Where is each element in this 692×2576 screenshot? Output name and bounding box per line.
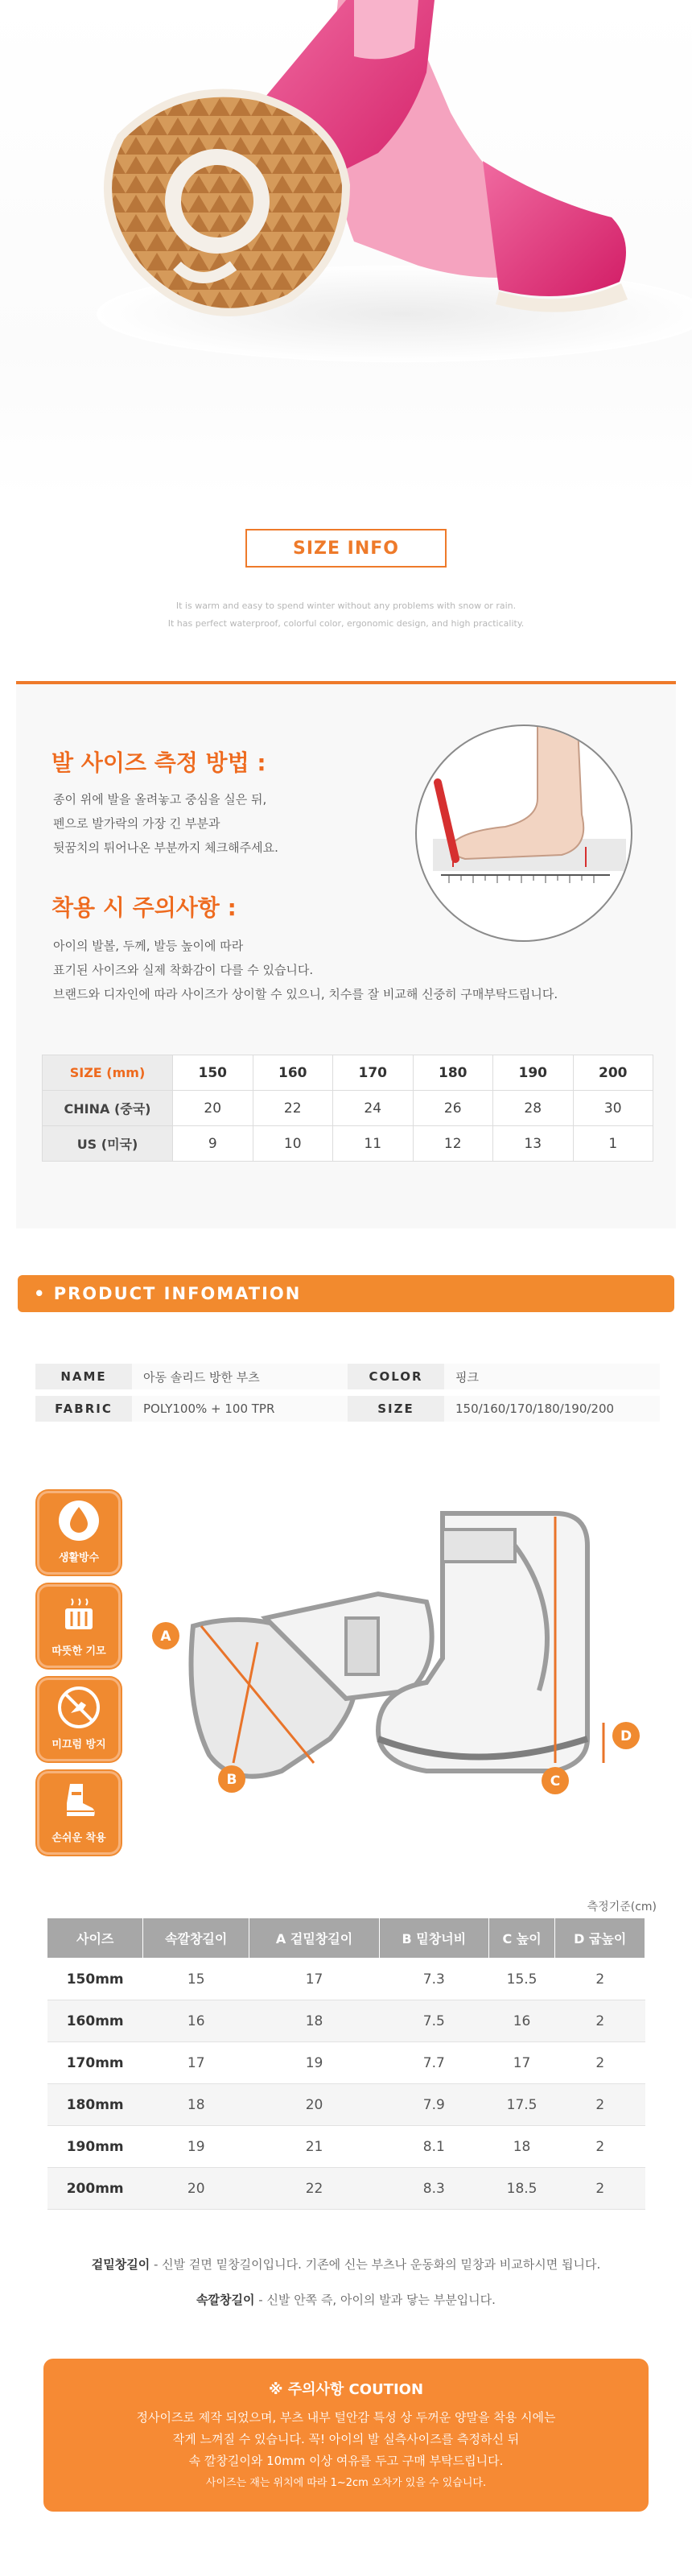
table-row xyxy=(47,2168,645,2210)
column-header: A 겉밑창길이 xyxy=(249,1918,380,1959)
size-conversion-table xyxy=(42,1055,653,1162)
table-cell: 16 xyxy=(488,2000,555,2042)
table-cell: 18 xyxy=(249,2000,380,2042)
table-cell: 2 xyxy=(555,2000,645,2042)
table-row xyxy=(47,2126,645,2168)
table-cell: 190 xyxy=(493,1055,574,1091)
table-cell: 17.5 xyxy=(488,2084,555,2126)
table-row xyxy=(47,2084,645,2126)
table-cell: 190mm xyxy=(47,2126,143,2168)
caution-box-line: 작게 느껴질 수 있습니다. 꼭! 아이의 발 실측사이즈를 측정하신 뒤 xyxy=(172,2432,520,2446)
label-b: B xyxy=(226,1772,237,1788)
caution-box-line: 속 깔창길이와 10mm 이상 여유를 두고 구매 부탁드립니다. xyxy=(188,2454,504,2468)
table-cell: 13 xyxy=(493,1126,574,1162)
table-cell: 2 xyxy=(555,2042,645,2084)
feature-label: 생활방수 xyxy=(58,1552,100,1564)
label-a: A xyxy=(160,1629,171,1645)
table-cell: 21 xyxy=(249,2126,380,2168)
table-cell: 160 xyxy=(253,1055,333,1091)
table-cell: 200mm xyxy=(47,2168,143,2210)
table-row xyxy=(47,2042,645,2084)
table-cell: 170 xyxy=(333,1055,414,1091)
column-header: D 굽높이 xyxy=(555,1918,645,1959)
feature-anti-slip xyxy=(37,1678,121,1761)
row-label: US (미국) xyxy=(43,1126,173,1162)
table-cell: 2 xyxy=(555,1959,645,2000)
table-cell: 15 xyxy=(143,1959,249,2000)
table-cell: 30 xyxy=(573,1091,653,1126)
table-header-row xyxy=(47,1918,645,1959)
table-cell: 150 xyxy=(173,1055,253,1091)
boot-photo-illustration xyxy=(0,0,692,499)
hero-product-photo xyxy=(0,0,692,499)
table-cell: 19 xyxy=(143,2126,249,2168)
table-cell: 20 xyxy=(143,2168,249,2210)
product-info-row xyxy=(35,1364,660,1389)
feature-easy-wear xyxy=(37,1771,121,1855)
measure-standard: 측정기준(cm) xyxy=(587,1901,657,1913)
table-cell: 22 xyxy=(253,1091,333,1126)
table-row xyxy=(43,1055,653,1091)
table-cell: 20 xyxy=(173,1091,253,1126)
table-cell: 28 xyxy=(493,1091,574,1126)
caution-line: 브랜드와 디자인에 따라 사이즈가 상이할 수 있으니, 치수를 잘 비교해 신중히 구매부탁드립니다. xyxy=(53,987,558,1001)
table-cell: 8.1 xyxy=(380,2126,489,2168)
boot-measure-table xyxy=(47,1918,645,2210)
color-label: COLOR xyxy=(348,1364,444,1389)
measure-method-title: 발 사이즈 측정 방법 : xyxy=(51,749,266,776)
note-text: - 신발 겉면 밑창길이입니다. 기존에 신는 부츠나 운동화의 밑창과 비교하시면 됩니다. xyxy=(150,2257,601,2272)
caution-box-line: 정사이즈로 제작 되었으며, 부츠 내부 털안감 특성 상 두꺼운 양말을 착용 시에는 xyxy=(136,2410,556,2425)
wear-caution-text xyxy=(53,934,558,1006)
caution-box-title: ※ 주의사항 COUTION xyxy=(268,2381,424,2398)
table-cell: 18.5 xyxy=(488,2168,555,2210)
feature-warm-fleece xyxy=(37,1584,121,1668)
note-text: - 신발 안쪽 즉, 아이의 발과 닿는 부분입니다. xyxy=(254,2293,496,2307)
feature-label: 미끄럼 방지 xyxy=(51,1739,106,1751)
label-d: D xyxy=(620,1728,632,1744)
table-cell: 180mm xyxy=(47,2084,143,2126)
size-info-desc-line: It is warm and easy to spend winter without any problems with snow or rain. xyxy=(175,601,517,611)
caution-box xyxy=(43,2359,649,2512)
table-cell: 7.3 xyxy=(380,1959,489,2000)
label-c: C xyxy=(550,1773,561,1790)
table-cell: 18 xyxy=(488,2126,555,2168)
table-cell: 150mm xyxy=(47,1959,143,2000)
table-cell: 7.7 xyxy=(380,2042,489,2084)
water-drop-icon xyxy=(57,1499,101,1542)
size-value: 150/160/170/180/190/200 xyxy=(444,1396,660,1422)
foot-measure-section xyxy=(16,681,676,1228)
product-info-row xyxy=(35,1396,660,1422)
table-cell: 11 xyxy=(333,1126,414,1162)
table-cell: 10 xyxy=(253,1126,333,1162)
size-info-title: SIZE INFO xyxy=(293,538,399,559)
measure-line: 종이 위에 발을 올려놓고 중심을 실은 뒤, xyxy=(53,792,267,807)
foot-measure-illustration xyxy=(415,724,632,942)
outsole-note xyxy=(0,2256,692,2273)
table-row xyxy=(43,1091,653,1126)
table-cell: 17 xyxy=(488,2042,555,2084)
note-term: 속깔창길이 xyxy=(196,2293,255,2307)
size-label: SIZE xyxy=(348,1396,444,1422)
table-cell: 160mm xyxy=(47,2000,143,2042)
table-cell: 8.3 xyxy=(380,2168,489,2210)
measure-line: 펜으로 발가락의 가장 긴 부분과 xyxy=(53,816,220,831)
table-cell: 1 xyxy=(573,1126,653,1162)
boot-measure-diagram xyxy=(137,1497,668,1843)
column-header: 속깔창길이 xyxy=(143,1918,249,1959)
name-label: NAME xyxy=(35,1364,132,1389)
table-cell: 15.5 xyxy=(488,1959,555,2000)
column-header: B 밑창너비 xyxy=(380,1918,489,1959)
anti-slip-icon xyxy=(57,1686,101,1729)
feature-label: 따뜻한 기모 xyxy=(51,1645,106,1657)
caution-line: 아이의 발볼, 두께, 발등 높이에 따라 xyxy=(53,939,244,953)
table-cell: 19 xyxy=(249,2042,380,2084)
table-cell: 17 xyxy=(143,2042,249,2084)
wear-caution-title: 착용 시 주의사항 : xyxy=(51,894,237,921)
product-info-bar xyxy=(18,1275,674,1312)
size-info-badge xyxy=(245,529,447,568)
table-cell: 9 xyxy=(173,1126,253,1162)
color-value: 핑크 xyxy=(444,1364,660,1389)
table-cell: 2 xyxy=(555,2168,645,2210)
heater-icon xyxy=(57,1592,101,1636)
note-term: 겉밑창길이 xyxy=(91,2257,150,2272)
size-info-desc-line: It has perfect waterproof, colorful color, ergonomic design, and high practicality. xyxy=(167,618,525,629)
table-cell: 22 xyxy=(249,2168,380,2210)
row-label: CHINA (중국) xyxy=(43,1091,173,1126)
size-info-description xyxy=(0,597,692,633)
foot-ruler-icon xyxy=(417,726,632,942)
fabric-value: POLY100% + 100 TPR xyxy=(132,1396,348,1422)
table-cell: 12 xyxy=(413,1126,493,1162)
caution-line: 표기된 사이즈와 실제 착화감이 다를 수 있습니다. xyxy=(53,963,314,977)
table-cell: 170mm xyxy=(47,2042,143,2084)
table-cell: 16 xyxy=(143,2000,249,2042)
table-row xyxy=(43,1126,653,1162)
feature-waterproof xyxy=(37,1491,121,1575)
table-row xyxy=(47,1959,645,2000)
table-cell: 7.5 xyxy=(380,2000,489,2042)
boot-diagram-illustration xyxy=(137,1497,668,1843)
product-info-title: • PRODUCT INFOMATION xyxy=(34,1284,302,1303)
table-cell: 200 xyxy=(573,1055,653,1091)
row-label: SIZE (mm) xyxy=(43,1055,173,1091)
table-cell: 180 xyxy=(413,1055,493,1091)
table-cell: 17 xyxy=(249,1959,380,2000)
table-row xyxy=(47,2000,645,2042)
measure-method-text xyxy=(53,787,278,860)
table-cell: 2 xyxy=(555,2084,645,2126)
table-cell: 7.9 xyxy=(380,2084,489,2126)
boot-icon xyxy=(57,1779,101,1823)
insole-note xyxy=(0,2291,692,2308)
table-cell: 18 xyxy=(143,2084,249,2126)
measure-line: 뒷꿈치의 튀어나온 부분까지 체크해주세요. xyxy=(53,840,278,855)
column-header: C 높이 xyxy=(488,1918,555,1959)
table-cell: 24 xyxy=(333,1091,414,1126)
fabric-label: FABRIC xyxy=(35,1396,132,1422)
table-cell: 2 xyxy=(555,2126,645,2168)
feature-label: 손쉬운 착용 xyxy=(51,1832,106,1844)
table-cell: 26 xyxy=(413,1091,493,1126)
column-header: 사이즈 xyxy=(47,1918,143,1959)
table-cell: 20 xyxy=(249,2084,380,2126)
name-value: 아동 솔리드 방한 부츠 xyxy=(132,1364,348,1389)
caution-box-small: 사이즈는 재는 위치에 따라 1~2cm 오차가 있을 수 있습니다. xyxy=(205,2477,487,2489)
